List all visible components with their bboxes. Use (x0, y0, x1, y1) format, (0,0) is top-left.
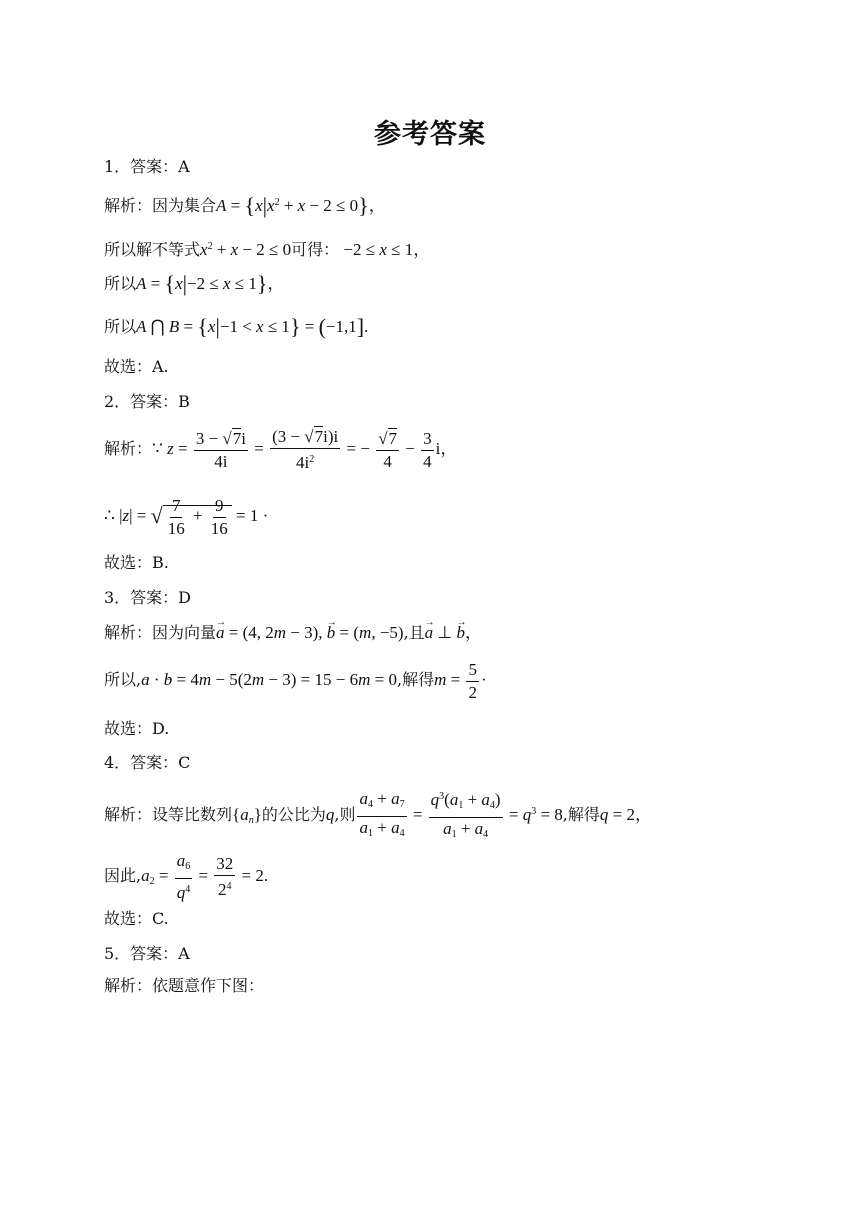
q3-choice: 故选：D. (104, 719, 170, 738)
q3-line1: 解析：因为向量→ a = (4, 2m − 3), → b = (m, −5),且→ a ⊥ → b， (104, 622, 482, 644)
q1-answer: 1．答案：A (104, 157, 190, 176)
q4-line2: 因此$,a_2$ = $\frac{a_6}{q^4}$ = $\frac{32}{2^4}$ = 2. (104, 851, 269, 902)
q1-choice: 故选：A. (104, 357, 169, 376)
q5-answer: 5．答案：A (104, 944, 190, 963)
q1-line3: 所以A = {x|−2 ≤ x ≤ 1}， (104, 271, 285, 296)
q2-line1: 解析：∵ z = $\frac{3 - √7i}{4i}$ = $\frac{(3 - √7i)i}{4i^2}$ = − $\frac{√7}{4}$ − $\frac{3}{4}$ i， (104, 427, 458, 472)
q3-line2: 所以,→ a · → b = 4m − 5(2m − 3) = 15 − 6m = 0,解得m = $\frac{5}{2}$ · (104, 660, 487, 702)
q4-answer: 4．答案：C (104, 753, 191, 772)
q1-line4: 所以A ⋂ B = {x|−1 < x ≤ 1} = (−1,1]. (104, 314, 369, 339)
q2-line2: ∴ |z| = √ $\frac{7}{16}$ + $\frac{9}{16}$ = 1 · (104, 495, 269, 538)
q2-choice: 故选：B. (104, 553, 169, 572)
q4-line1: 解析：设等比数列$\{a_n\}$的公比为q,则 $\frac{a_4 + a_7}{a_1 + a_4}$ = $\frac{q^3(a_1 + a_4)}{a_1 + a_4}$ = $q^3 = 8$,解得q = 2， (104, 788, 652, 840)
page-title: 参考答案 (374, 119, 486, 150)
q5-line1: 解析：依题意作下图： (104, 976, 265, 995)
q3-answer: 3．答案：D (104, 588, 192, 607)
q4-choice: 故选：C. (104, 909, 169, 928)
q1-line1: 解析：因为集合$A = \{x|x^2 + x - 2 \le 0\}$， (104, 193, 386, 218)
q1-line2: 所以解不等式$x^2 + x - 2 \le 0$可得： −2 ≤ x ≤ 1， (104, 240, 431, 259)
q2-answer: 2．答案：B (104, 392, 190, 411)
